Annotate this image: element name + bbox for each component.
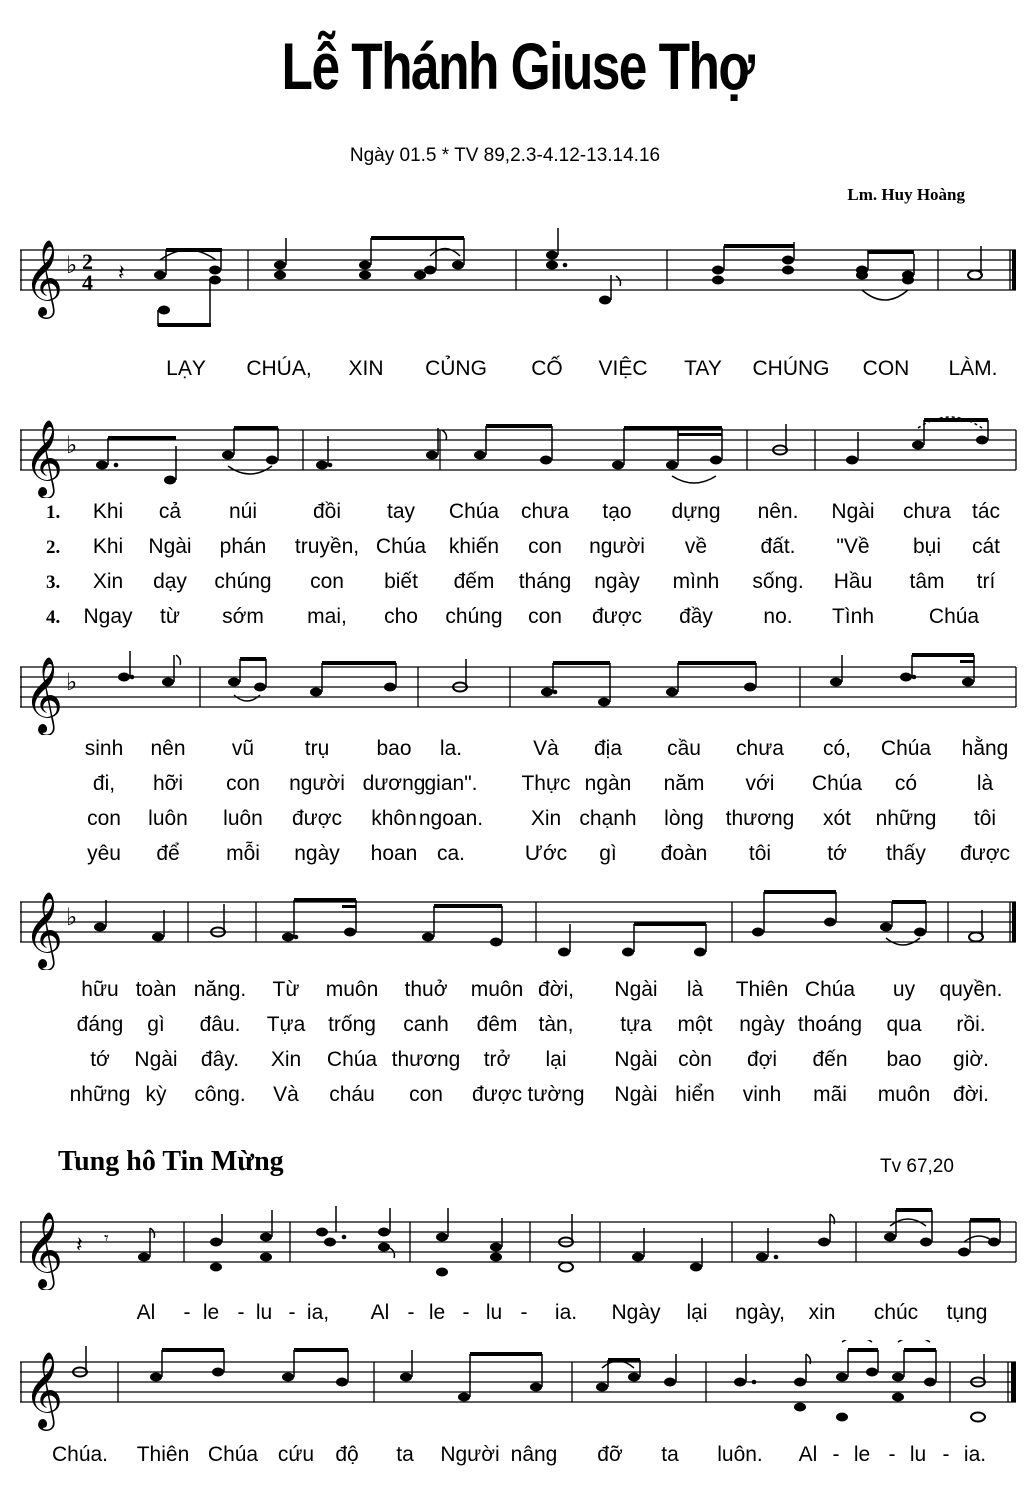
lyric-syllable: canh (403, 1013, 449, 1036)
lyric-syllable: Chúa (804, 978, 856, 1001)
lyric-syllable: Ngày (611, 1301, 661, 1324)
lyric-syllable: dạy (153, 570, 187, 593)
lyric-syllable: nâng (510, 1443, 558, 1466)
lyric-syllable: cầu (667, 737, 701, 760)
lyric-syllable: tớ (90, 1048, 110, 1071)
verse-number: 2. (46, 537, 61, 558)
lyric-syllable: Al (798, 1443, 818, 1466)
lyric-syllable: cát (971, 535, 1001, 558)
lyric-syllable: Chúa. (51, 1443, 109, 1466)
staff-6 (20, 1340, 1020, 1440)
section-reference: Tv 67,20 (880, 1156, 954, 1177)
lyric-syllable: với (745, 772, 775, 795)
lyric-syllable: tàn, (538, 1013, 574, 1036)
lyric-syllable: kỳ (145, 1083, 167, 1106)
lyric-syllable: cả (158, 500, 182, 523)
lyric-syllable: con (310, 570, 344, 593)
lyric-syllable: bao (376, 737, 412, 760)
lyric-syllable: tâm (909, 570, 945, 593)
lyric-syllable: đầy (679, 605, 713, 628)
lyric-syllable: rồi. (956, 1013, 986, 1036)
lyric-syllable: tạo (602, 500, 632, 523)
lyric-syllable: từ (160, 605, 180, 628)
verse-number: 4. (46, 607, 61, 628)
lyric-syllable: độ (335, 1443, 359, 1466)
lyric-syllable: Al (136, 1301, 156, 1324)
lyric-syllable: ngày (594, 570, 640, 593)
lyric-syllable: có (894, 772, 918, 795)
lyric-syllable: ta (396, 1443, 414, 1466)
lyric-syllable: Al (370, 1301, 390, 1324)
svg-text:♭: ♭ (66, 431, 78, 459)
song-subtitle: Ngày 01.5 * TV 89,2.3-4.12-13.14.16 (349, 145, 661, 166)
lyric-syllable: thương (725, 807, 795, 830)
lyric-syllable: đời. (953, 1083, 989, 1106)
lyric-syllable: - (888, 1443, 896, 1466)
lyric-syllable: qua (886, 1013, 922, 1036)
lyric-syllable: hỡi (152, 772, 184, 795)
lyric-syllable: hằng (961, 737, 1009, 760)
lyric-syllable: là (686, 978, 704, 1001)
lyric-syllable: Chúa (207, 1443, 259, 1466)
lyric-syllable: để (156, 842, 180, 865)
lyric-syllable: TAY (684, 357, 722, 380)
lyric-syllable: ta (661, 1443, 679, 1466)
lyric-syllable: lòng (664, 807, 704, 830)
lyric-syllable: cháu (329, 1083, 375, 1106)
lyric-syllable: đoàn (660, 842, 708, 865)
lyric-syllable: tường (527, 1083, 585, 1106)
lyric-syllable: thoáng (797, 1013, 863, 1036)
lyric-syllable: Khi (92, 535, 124, 558)
lyric-syllable: CHÚA, (246, 357, 312, 380)
lyric-syllable: trụ (304, 737, 330, 760)
lyric-syllable: công. (194, 1083, 246, 1106)
lyric-syllable: chúc (873, 1301, 919, 1324)
svg-text:♭: ♭ (66, 903, 78, 931)
lyric-syllable: no. (763, 605, 793, 628)
lyric-syllable: Thiên (735, 978, 789, 1001)
staff-5 (20, 1200, 1020, 1290)
lyric-syllable: Ngay (83, 605, 133, 628)
lyric-syllable: tay (386, 500, 416, 523)
lyric-syllable: le (202, 1301, 220, 1324)
lyric-syllable: năm (663, 772, 705, 795)
lyric-syllable: CỦNG (425, 357, 487, 380)
lyric-syllable: ca. (436, 842, 466, 865)
lyric-syllable: đời, (538, 978, 574, 1001)
lyric-syllable: tháng (518, 570, 572, 593)
lyric-syllable: tôi (748, 842, 772, 865)
lyric-syllable: - (407, 1301, 415, 1324)
lyric-syllable: Ngài (148, 535, 192, 558)
lyric-syllable: tớ (827, 842, 847, 865)
lyric-syllable: con (528, 605, 562, 628)
lyric-syllable: những (875, 807, 937, 830)
lyric-syllable: đợi (746, 1048, 778, 1071)
lyric-syllable: gian". (424, 772, 478, 795)
lyric-syllable: Thiên (136, 1443, 190, 1466)
lyric-syllable: phán (219, 535, 267, 558)
lyric-syllable: Khi (92, 500, 124, 523)
lyric-syllable: luôn (148, 807, 188, 830)
lyric-syllable: Từ (272, 978, 300, 1001)
lyric-syllable: Ngài (614, 1083, 658, 1106)
lyric-syllable: muôn (470, 978, 524, 1001)
lyric-syllable: lại (686, 1301, 708, 1324)
lyric-syllable: "Về (836, 535, 870, 558)
lyric-syllable: Và (533, 737, 559, 760)
lyric-syllable: đi, (92, 772, 116, 795)
lyric-syllable: Thực (521, 772, 571, 795)
lyric-syllable: núi (228, 500, 258, 523)
lyric-syllable: ia, (306, 1301, 330, 1324)
lyric-syllable: uy (892, 978, 916, 1001)
lyric-syllable: LÀM. (948, 357, 998, 380)
lyric-syllable: còn (678, 1048, 712, 1071)
lyric-syllable: Ngài (134, 1048, 178, 1071)
lyric-syllable: lu (255, 1301, 273, 1324)
song-title: Lễ Thánh Giuse Thợ (281, 29, 754, 103)
lyric-syllable: Chúa (880, 737, 932, 760)
lyric-syllable: về (684, 535, 708, 558)
lyric-syllable: hữu (81, 978, 119, 1001)
lyric-syllable: Hầu (833, 570, 873, 593)
section-title: Tung hô Tin Mừng (58, 1146, 284, 1177)
lyric-syllable: nên. (757, 500, 799, 523)
lyric-syllable: khôn (371, 807, 417, 830)
lyric-syllable: lu (485, 1301, 503, 1324)
lyric-syllable: Tình (831, 605, 875, 628)
staff-1 (20, 228, 1020, 328)
lyric-syllable: sống. (752, 570, 804, 593)
lyric-syllable: luôn. (717, 1443, 763, 1466)
lyric-syllable: Và (273, 1083, 299, 1106)
lyric-syllable: chạnh (579, 807, 637, 830)
lyric-syllable: Chúa (928, 605, 980, 628)
lyric-syllable: vinh (742, 1083, 782, 1106)
lyric-syllable: đếm (453, 570, 495, 593)
lyric-syllable: đỡ (597, 1443, 623, 1466)
lyric-syllable: cho (384, 605, 418, 628)
lyric-syllable: đây. (200, 1048, 240, 1071)
staff-3 (20, 645, 1020, 735)
lyric-syllable: - (183, 1301, 191, 1324)
svg-text:♭: ♭ (66, 668, 78, 696)
lyric-syllable: lại (545, 1048, 567, 1071)
composer: Lm. Huy Hoàng (847, 185, 965, 204)
lyric-syllable: lu (909, 1443, 927, 1466)
lyric-syllable: con (528, 535, 562, 558)
lyric-syllable: tác (971, 500, 1001, 523)
lyric-syllable: mình (672, 570, 720, 593)
lyric-syllable: đất. (760, 535, 796, 558)
lyric-syllable: Tựa (266, 1013, 306, 1036)
svg-text:𝄞: 𝄞 (24, 239, 64, 316)
lyric-syllable: quyền. (939, 978, 1003, 1001)
lyric-syllable: Người (440, 1443, 500, 1466)
lyric-syllable: ngày (294, 842, 340, 865)
lyric-syllable: ngày (739, 1013, 785, 1036)
lyric-syllable: mỗi (226, 842, 260, 865)
lyric-syllable: năng. (193, 978, 247, 1001)
lyric-syllable: thấy (886, 842, 926, 865)
svg-text:2: 2 (82, 249, 93, 274)
lyric-syllable: Ngài (614, 978, 658, 1001)
lyric-syllable: yêu (87, 842, 121, 865)
lyric-syllable: được (291, 807, 343, 830)
staff-2 (20, 408, 1020, 498)
lyric-syllable: một (677, 1013, 713, 1036)
lyric-syllable: Xin (270, 1048, 302, 1071)
lyric-syllable: biết (384, 570, 418, 593)
lyric-syllable: chưa (521, 500, 569, 523)
lyric-syllable: xót (822, 807, 852, 830)
lyric-syllable: chúng (214, 570, 272, 593)
lyric-syllable: bao (886, 1048, 922, 1071)
lyric-syllable: - (288, 1301, 296, 1324)
svg-text:𝄽: 𝄽 (76, 1233, 83, 1258)
svg-text:𝄞: 𝄞 (24, 1351, 64, 1428)
lyric-syllable: luôn (223, 807, 263, 830)
lyric-syllable: mãi (813, 1083, 847, 1106)
lyric-syllable: con (409, 1083, 443, 1106)
lyric-syllable: hiển (675, 1083, 715, 1106)
lyric-syllable: con (87, 807, 121, 830)
lyric-syllable: Ngài (831, 500, 875, 523)
lyric-syllable: muôn (877, 1083, 931, 1106)
lyric-syllable: khiến (448, 535, 500, 558)
lyric-syllable: địa (593, 737, 623, 760)
lyric-syllable: toàn (135, 978, 177, 1001)
lyric-syllable: đêm (476, 1013, 518, 1036)
svg-text:𝄞: 𝄞 (24, 891, 64, 968)
lyric-syllable: đến (812, 1048, 848, 1071)
lyric-syllable: Ngài (614, 1048, 658, 1071)
svg-text:𝄾: 𝄾 (104, 1228, 109, 1249)
svg-text:𝄞: 𝄞 (24, 656, 64, 733)
lyric-syllable: Chúa (811, 772, 863, 795)
lyric-syllable: sinh (84, 737, 124, 760)
lyric-syllable: cứu (277, 1443, 315, 1466)
lyric-syllable: những (69, 1083, 131, 1106)
lyric-syllable: đồi (312, 500, 342, 523)
lyric-syllable: - (462, 1301, 470, 1324)
lyric-syllable: con (226, 772, 260, 795)
lyric-syllable: được (471, 1083, 523, 1106)
lyric-syllable: Ước (524, 842, 568, 865)
lyric-syllable: Xin (92, 570, 124, 593)
lyric-syllable: gì (147, 1013, 165, 1036)
lyric-syllable: CHÚNG (752, 357, 830, 380)
svg-text:4: 4 (82, 270, 93, 295)
lyric-syllable: Chúa (375, 535, 427, 558)
lyric-syllable: bụi (912, 535, 942, 558)
svg-text:♭: ♭ (66, 251, 78, 279)
lyric-syllable: Xin (530, 807, 562, 830)
lyric-syllable: - (237, 1301, 245, 1324)
lyric-syllable: ia. (963, 1443, 987, 1466)
lyric-syllable: trở (483, 1048, 511, 1071)
verse-number: 1. (46, 502, 61, 523)
lyric-syllable: thương (391, 1048, 461, 1071)
lyric-syllable: VIỆC (598, 357, 648, 380)
lyric-syllable: sớm (222, 605, 264, 628)
lyric-syllable: nên (150, 737, 186, 760)
lyric-syllable: chưa (736, 737, 784, 760)
lyric-syllable: Chúa (448, 500, 500, 523)
lyric-syllable: Chúa (326, 1048, 378, 1071)
lyric-syllable: trí (976, 570, 996, 593)
lyric-syllable: XIN (348, 357, 384, 380)
lyric-syllable: truyền, (294, 535, 360, 558)
lyric-syllable: gì (599, 842, 617, 865)
verse-number: 3. (46, 572, 61, 593)
lyric-syllable: ngàn (584, 772, 632, 795)
lyric-syllable: la. (439, 737, 463, 760)
lyric-syllable: ngoan. (418, 807, 484, 830)
lyric-syllable: giờ. (953, 1048, 989, 1071)
lyric-syllable: chúng (445, 605, 503, 628)
lyric-syllable: chưa (903, 500, 951, 523)
staff-4 (20, 880, 1020, 970)
lyric-syllable: tựa (620, 1013, 652, 1036)
lyric-syllable: trống (328, 1013, 376, 1036)
lyric-syllable: được (591, 605, 643, 628)
lyric-syllable: CỐ (531, 357, 563, 380)
lyric-syllable: dương (362, 772, 426, 795)
lyric-syllable: hoan (370, 842, 418, 865)
lyric-syllable: - (520, 1301, 528, 1324)
svg-text:𝄽: 𝄽 (118, 261, 125, 286)
lyric-syllable: xin (808, 1301, 836, 1324)
lyric-syllable: vũ (231, 737, 255, 760)
lyric-syllable: người (289, 772, 345, 795)
lyric-syllable: ngày, (735, 1301, 785, 1324)
lyric-syllable: le (853, 1443, 871, 1466)
lyric-syllable: đâu. (199, 1013, 241, 1036)
lyric-syllable: tụng (946, 1301, 988, 1324)
lyric-syllable: CON (862, 357, 910, 380)
lyric-syllable: là (976, 772, 994, 795)
lyric-syllable: được (959, 842, 1011, 865)
lyric-syllable: le (428, 1301, 446, 1324)
lyric-syllable: muôn (325, 978, 379, 1001)
lyric-syllable: có, (822, 737, 852, 760)
lyric-syllable: dựng (671, 500, 721, 523)
lyric-syllable: - (942, 1443, 950, 1466)
lyric-syllable: đáng (76, 1013, 124, 1036)
lyric-syllable: LẠY (166, 357, 206, 380)
lyric-syllable: mai, (307, 605, 347, 628)
svg-text:𝄞: 𝄞 (24, 419, 64, 496)
lyric-syllable: người (589, 535, 645, 558)
lyric-syllable: thuở (404, 978, 448, 1001)
svg-text:𝄞: 𝄞 (24, 1211, 64, 1288)
lyric-syllable: ia. (554, 1301, 578, 1324)
lyric-syllable: - (832, 1443, 840, 1466)
lyric-syllable: tôi (973, 807, 997, 830)
